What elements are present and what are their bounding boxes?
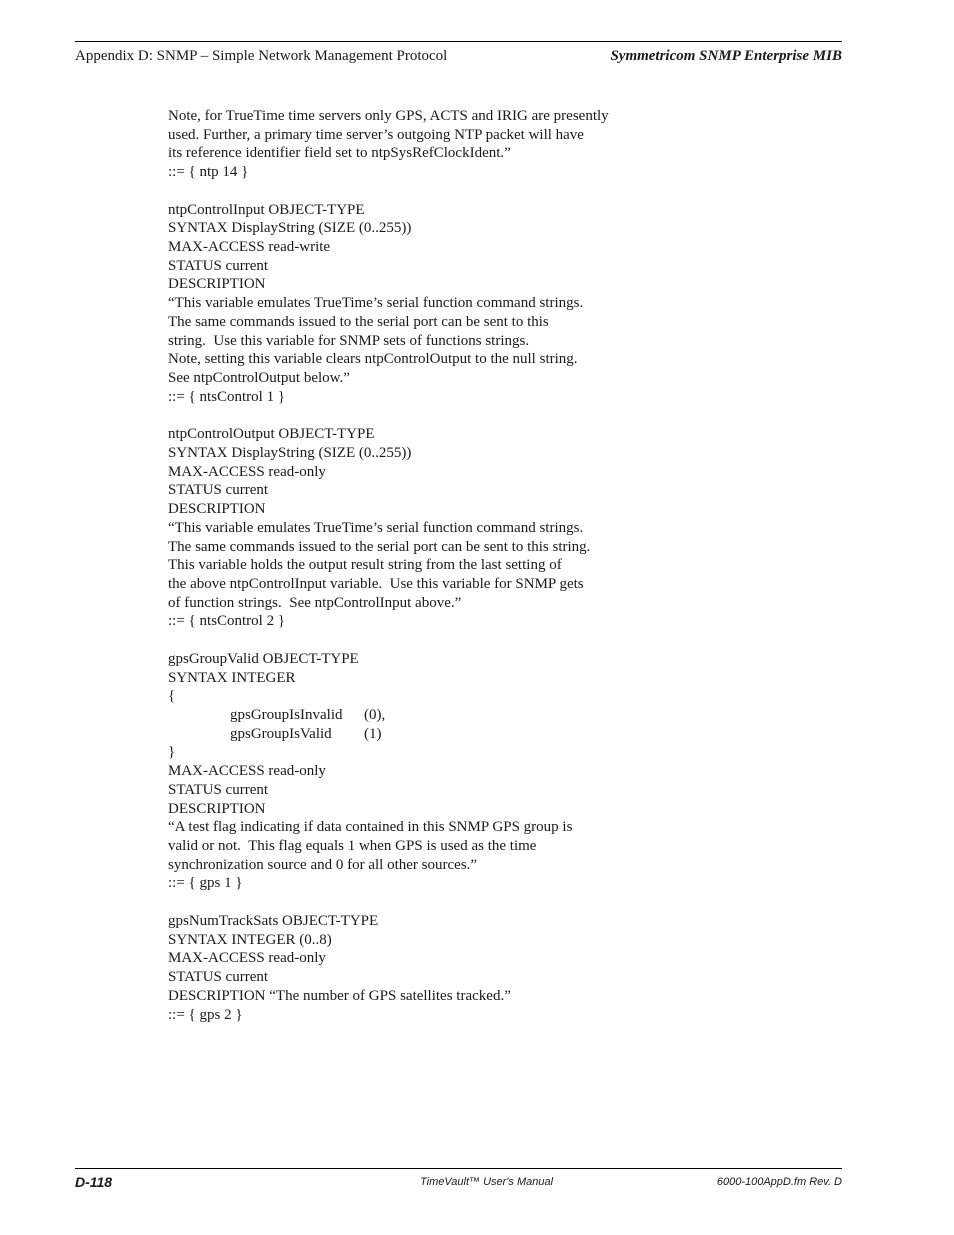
text-line: } — [168, 744, 176, 761]
text-line: MAX-ACCESS read-only — [168, 763, 326, 780]
text-line: MAX-ACCESS read-write — [168, 239, 331, 256]
enum-name: gpsGroupIsValid — [230, 725, 332, 742]
text-line: SYNTAX INTEGER — [168, 669, 296, 686]
gps-num-track-sats-block — [168, 912, 788, 1024]
header-rule — [75, 41, 842, 42]
text-line: ::= { gps 2 } — [168, 1006, 243, 1023]
text-line: gpsGroupValid OBJECT-TYPE — [168, 650, 359, 667]
text-line: DESCRIPTION — [168, 501, 266, 518]
text-line: ntpControlOutput OBJECT-TYPE — [168, 426, 375, 443]
text-line: STATUS current — [168, 482, 269, 499]
footer-rule — [75, 1168, 842, 1169]
text-line: ::= { ntsControl 2 } — [168, 613, 286, 630]
gps-group-valid-block — [168, 650, 788, 893]
text-line: of function strings. See ntpControlInput above.” — [168, 594, 462, 611]
text-line: { — [168, 688, 176, 705]
spacer — [168, 893, 788, 912]
text-line: DESCRIPTION — [168, 800, 266, 817]
intro-block — [168, 107, 788, 182]
text-line: “This variable emulates TrueTime’s serial function command strings. — [168, 519, 584, 536]
text-line: SYNTAX DisplayString (SIZE (0..255)) — [168, 220, 412, 237]
file-revision: 6000-100AppD.fm Rev. D — [716, 1176, 842, 1188]
enum-entry — [168, 725, 788, 744]
text-line: ntpControlInput OBJECT-TYPE — [168, 201, 365, 218]
running-header-title: Appendix D: SNMP – Simple Network Management Protocol — [75, 48, 448, 64]
spacer — [168, 182, 788, 201]
text-line: ::= { ntsControl 1 } — [168, 388, 286, 405]
ntp-control-input-block — [168, 201, 788, 407]
text-line: STATUS current — [168, 969, 269, 986]
text-line: its reference identifier field set to ntpSysRefClockIdent.” — [168, 145, 511, 162]
text-line: STATUS current — [168, 781, 269, 798]
text-line: MAX-ACCESS read-only — [168, 950, 326, 967]
text-line: The same commands issued to the serial port can be sent to this — [168, 313, 549, 330]
text-line: DESCRIPTION — [168, 276, 266, 293]
manual-title: TimeVault™ User's Manual — [420, 1176, 554, 1188]
text-line: used. Further, a primary time server’s outgoing NTP packet will have — [168, 126, 584, 143]
text-line: This variable holds the output result string from the last setting of — [168, 557, 562, 574]
running-header-doc: Symmetricom SNMP Enterprise MIB — [610, 48, 842, 64]
text-line: ::= { gps 1 } — [168, 875, 243, 892]
enum-value: (0), — [364, 707, 386, 723]
mib-definitions — [168, 107, 788, 1024]
text-line: string. Use this variable for SNMP sets of functions strings. — [168, 332, 530, 349]
text-line: See ntpControlOutput below.” — [168, 370, 350, 387]
text-line: STATUS current — [168, 257, 269, 274]
ntp-control-output-block — [168, 425, 788, 631]
enum-value: (1) — [364, 725, 382, 742]
spacer — [168, 407, 788, 426]
text-line: gpsNumTrackSats OBJECT-TYPE — [168, 912, 379, 929]
text-line: Note, setting this variable clears ntpControlOutput to the null string. — [168, 351, 578, 368]
enum-name: gpsGroupIsInvalid — [230, 707, 343, 723]
spacer — [168, 631, 788, 650]
text-line: ::= { ntp 14 } — [168, 164, 249, 181]
page-number: D-118 — [75, 1174, 113, 1190]
enum-entry — [168, 706, 788, 725]
text-line: The same commands issued to the serial port can be sent to this string. — [168, 538, 591, 555]
text-line: DESCRIPTION “The number of GPS satellites tracked.” — [168, 987, 511, 1004]
text-line: SYNTAX DisplayString (SIZE (0..255)) — [168, 444, 412, 461]
text-line: MAX-ACCESS read-only — [168, 463, 326, 480]
text-line: synchronization source and 0 for all other sources.” — [168, 856, 478, 873]
text-line: SYNTAX INTEGER (0..8) — [168, 931, 332, 948]
text-line: “A test flag indicating if data contained in this SNMP GPS group is — [168, 819, 573, 836]
text-line: the above ntpControlInput variable. Use this variable for SNMP gets — [168, 575, 584, 592]
text-line: valid or not. This flag equals 1 when GPS is used as the time — [168, 838, 537, 855]
text-line: Note, for TrueTime time servers only GPS, ACTS and IRIG are presently — [168, 108, 609, 124]
text-line: “This variable emulates TrueTime’s serial function command strings. — [168, 295, 584, 312]
